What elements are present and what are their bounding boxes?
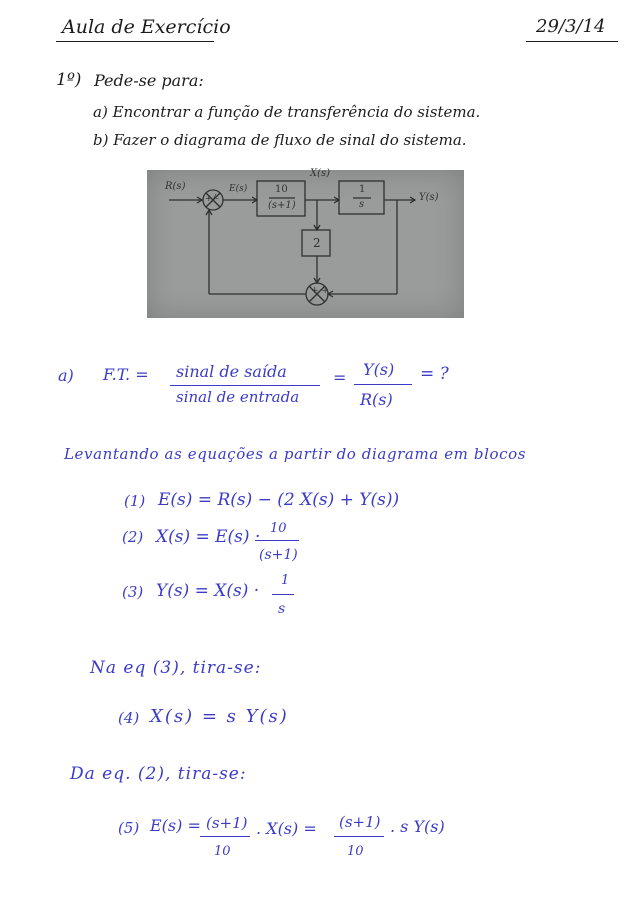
eq5-tail: . s Y(s) (390, 817, 445, 836)
raising-sentence: Levantando as equações a partir do diagrama em blocos (64, 445, 527, 463)
diagram-mid-label: X(s) (310, 168, 331, 179)
ratio-fraction-bar (354, 384, 412, 385)
eq5-denominator-1: 10 (214, 844, 231, 859)
diagram-block2-den: s (359, 199, 365, 210)
ft-numerator: sinal de saída (176, 362, 287, 381)
solution-a-label: a) (58, 366, 74, 385)
problem-intro: Pede-se para: (94, 71, 204, 90)
eq5-fraction-bar-1 (200, 836, 250, 837)
eq5-numerator-2: (s+1) (339, 813, 381, 831)
eq5-fraction-bar-2 (334, 836, 384, 837)
eq4-body: X(s) = s Y(s) (150, 706, 289, 727)
eq3-tag: (3) (122, 583, 144, 601)
eq3-denominator: s (278, 601, 286, 617)
eq3-fraction-bar (272, 594, 294, 595)
page-title: Aula de Exercício (62, 16, 231, 38)
ratio-equals: = (333, 368, 347, 387)
eq2-fraction-bar (255, 540, 299, 541)
ratio-tail: = ? (420, 364, 449, 384)
block-diagram-photo (147, 170, 464, 318)
eq5-lhs: E(s) = (150, 816, 201, 835)
title-underline (56, 41, 214, 42)
diagram-block1-den: (s+1) (268, 200, 296, 211)
diagram-input-label: R(s) (165, 181, 186, 192)
diagram-sum2-signs: + + (311, 286, 329, 296)
problem-number: 1º) (56, 70, 82, 90)
problem-item-b: b) Fazer o diagrama de fluxo de sinal do sistema. (93, 131, 467, 149)
diagram-block2-num: 1 (359, 184, 366, 195)
page-date: 29/3/14 (536, 16, 606, 37)
eq2-tag: (2) (122, 528, 144, 546)
date-underline (526, 41, 618, 42)
from-eq2-sentence: Da eq. (2), tira-se: (70, 764, 247, 784)
from-eq3-sentence: Na eq (3), tira-se: (90, 658, 262, 678)
diagram-gain-value: 2 (313, 236, 321, 250)
diagram-error-label: E(s) (229, 184, 248, 194)
ratio-numerator: Y(s) (363, 360, 395, 379)
diagram-output-label: Y(s) (419, 192, 439, 203)
eq5-middle: . X(s) = (256, 819, 317, 838)
ft-fraction-bar (170, 385, 320, 386)
eq5-tag: (5) (118, 819, 140, 837)
ratio-denominator: R(s) (360, 390, 393, 409)
eq3-lhs: Y(s) = X(s) · (156, 581, 260, 601)
diagram-sum1-signs: +/- (205, 194, 219, 204)
block-diagram-lines (147, 170, 464, 318)
problem-item-a: a) Encontrar a função de transferência do sistema. (93, 103, 481, 121)
diagram-block1-num: 10 (275, 184, 288, 195)
eq2-denominator: (s+1) (259, 547, 298, 563)
eq1-body: E(s) = R(s) − (2 X(s) + Y(s)) (158, 490, 400, 510)
eq5-denominator-2: 10 (347, 844, 364, 859)
ft-label: F.T. = (103, 365, 149, 384)
eq2-lhs: X(s) = E(s) · (156, 527, 261, 547)
eq1-tag: (1) (124, 492, 146, 510)
eq2-numerator: 10 (270, 521, 287, 536)
eq4-tag: (4) (118, 709, 140, 727)
eq3-numerator: 1 (281, 573, 290, 588)
eq5-numerator-1: (s+1) (206, 814, 248, 832)
ft-denominator: sinal de entrada (176, 388, 300, 406)
